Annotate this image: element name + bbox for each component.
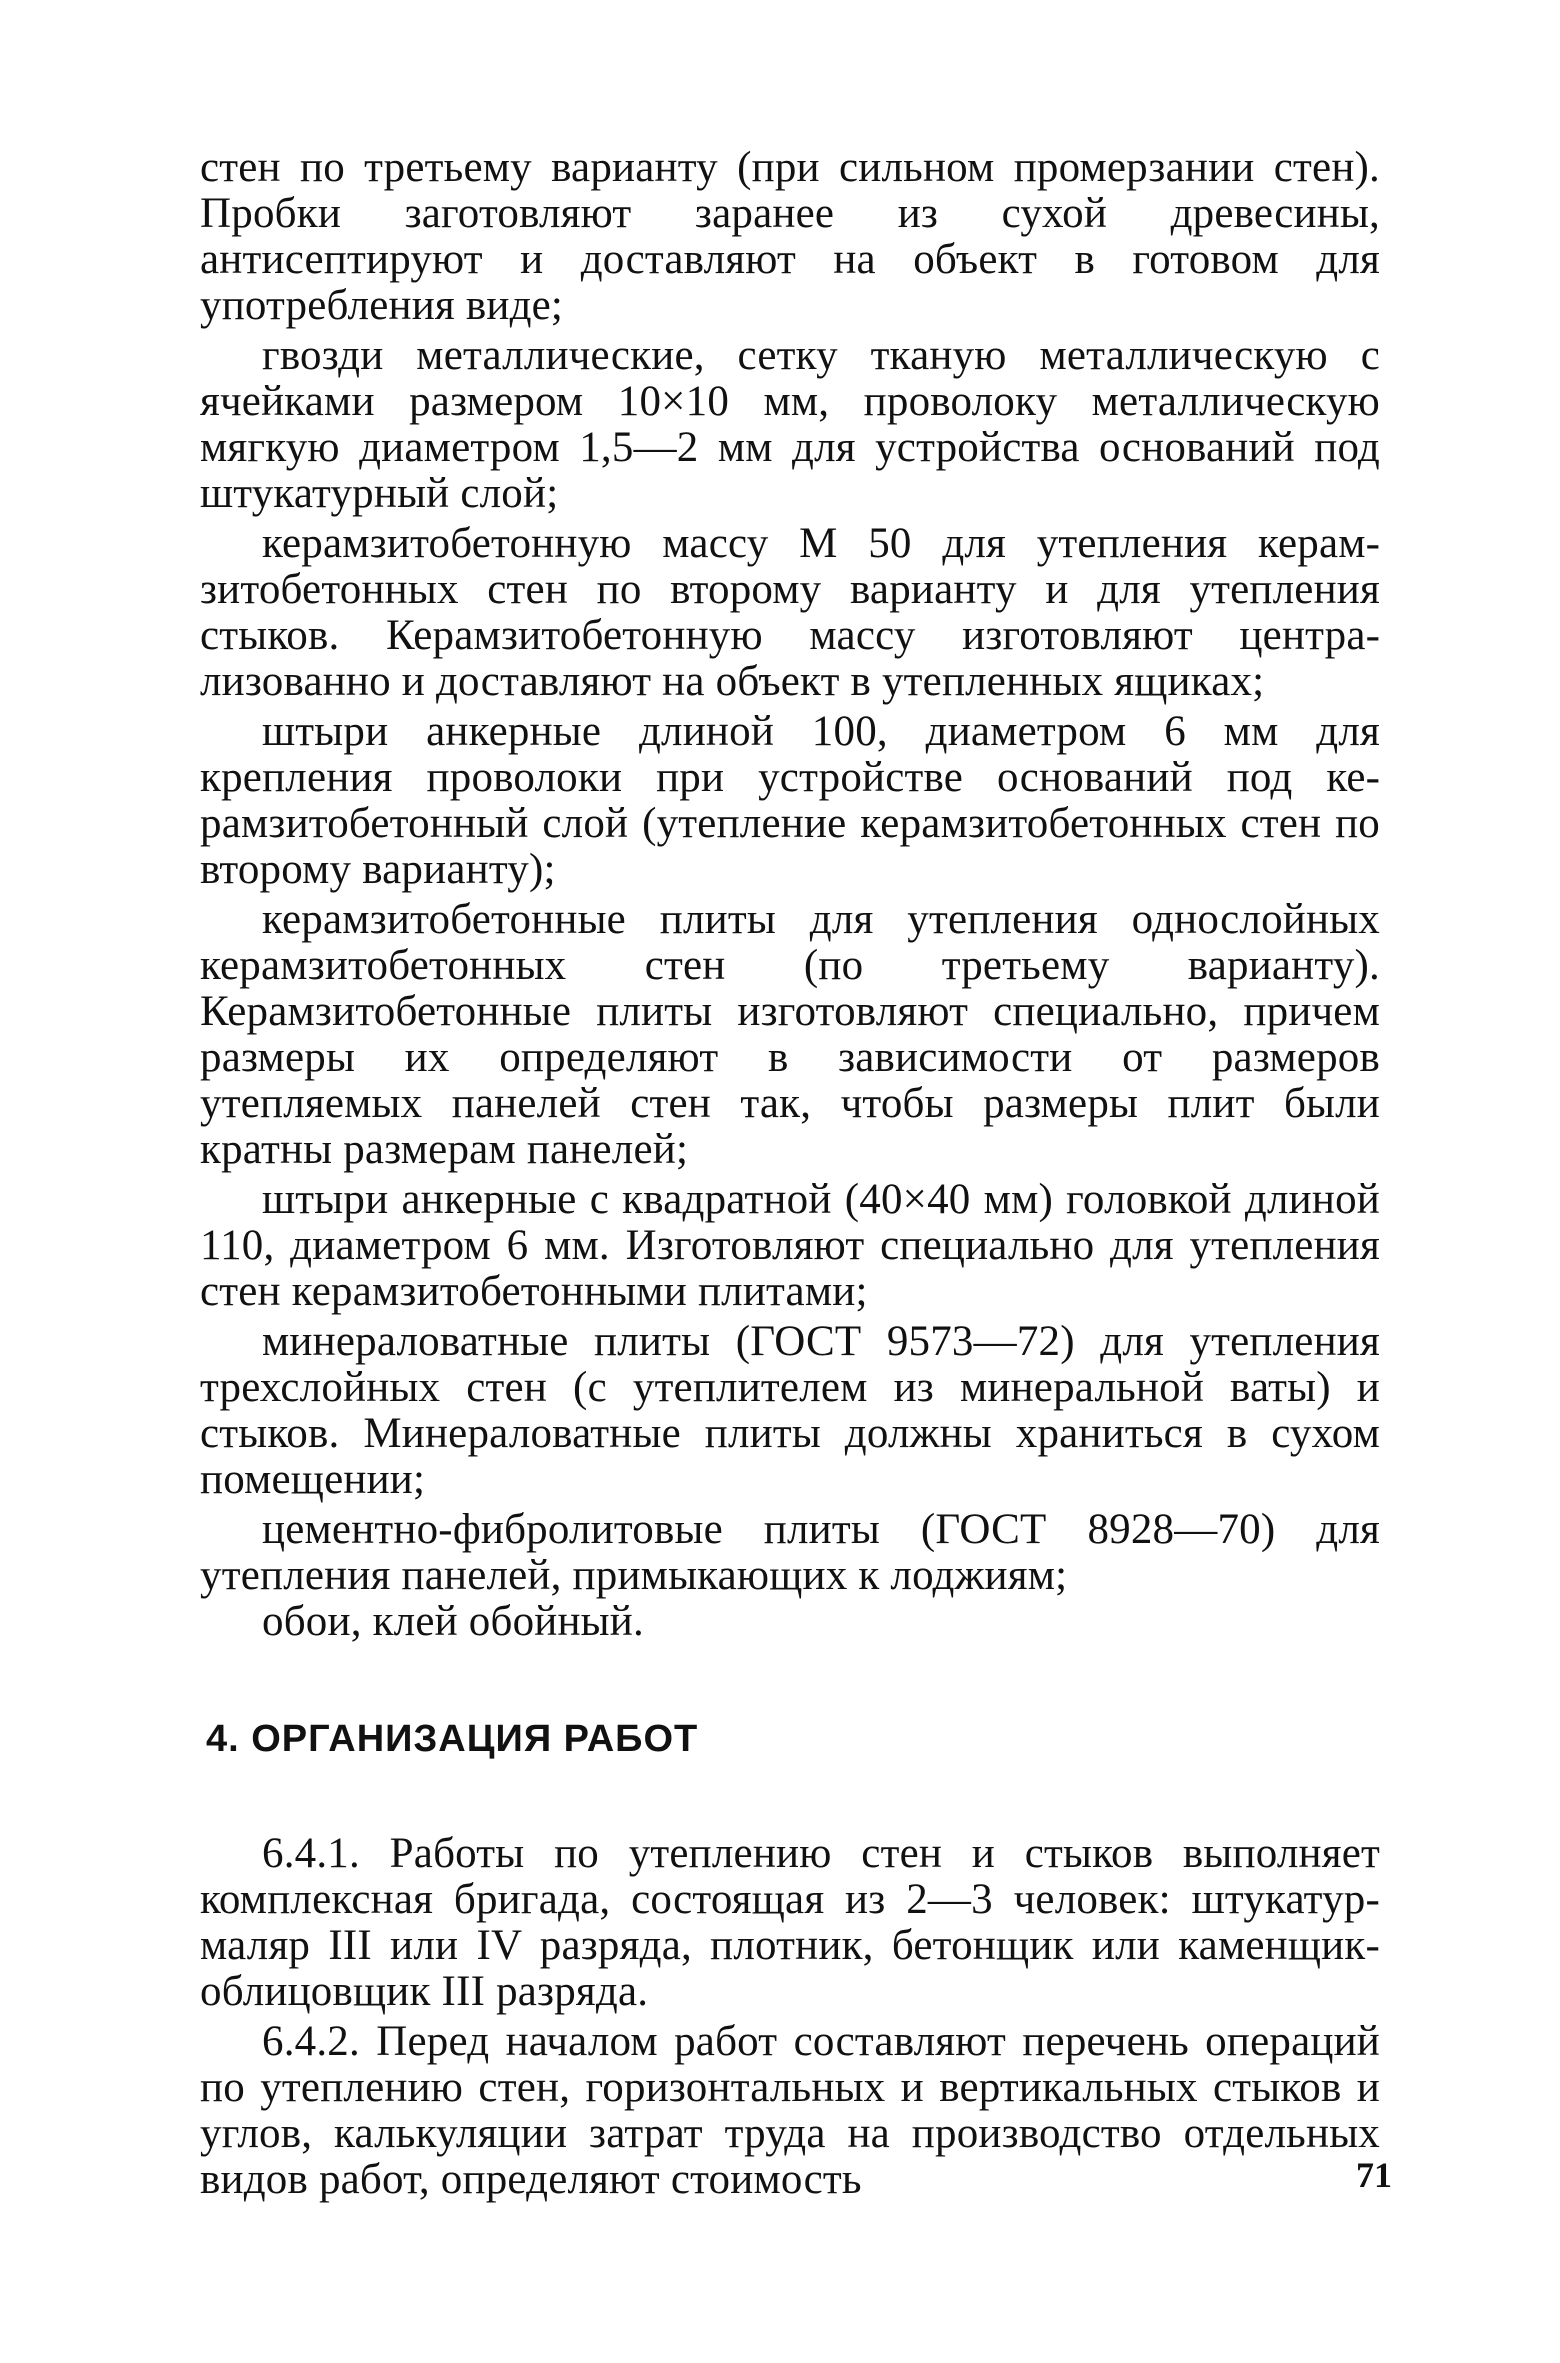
paragraph-anchor-pins: штыри анкерные длиной 100, диаметром 6 мм для крепления проволоки при устройстве оснований под керамзитобетонный слой (утепление керамзитобетонных стен по второму варианту); <box>200 708 1380 893</box>
paragraph-fibrolite-slabs: цементно-фибролитовые плиты (ГОСТ 8928—70) для утепления панелей, примыкающих к лоджиям; <box>200 1506 1380 1599</box>
paragraph-square-head-pins: штыри анкерные с квадратной (40×40 мм) головкой длиной 110, диаметром 6 мм. Изготовляют специально для утепления стен керамзитобетонными плитами; <box>200 1176 1380 1315</box>
paragraph-concrete-slabs: керамзитобетонные плиты для утепления однослойных керамзитобетонных стен (по третьему варианту). Керамзитобетонные плиты изготовляют специально, причем размеры их определяют в зависимости от размеров утепляемых панелей стен так, чтобы размеры плит были кратны размерам панелей; <box>200 896 1380 1173</box>
paragraph-6-4-2: 6.4.2. Перед началом работ составляют перечень операций по утеплению стен, горизонтальных и вертикальных стыков и углов, калькуляции затрат труда на производство отдельных видов работ, определяют стоимость <box>200 2018 1380 2203</box>
paragraph-plugs-continuation: стен по третьему варианту (при сильном промерзании стен). Пробки заготовляют заранее из сухой древесины, антисептируют и доставляют на объект в готовом для употребления виде; <box>200 144 1380 329</box>
book-page <box>200 145 1380 2295</box>
paragraph-nails-mesh-wire: гвозди металлические, сетку тканую металлическую с ячейками размером 10×10 мм, проволоку металлическую мягкую диаметром 1,5—2 мм для устройства оснований под штукатурный слой; <box>200 332 1380 517</box>
paragraph-6-4-1: 6.4.1. Работы по утеплению стен и стыков выполняет комплексная бригада, состоящая из 2—3 человек: штукатур-маляр III или IV разряда, плотник, бетонщик или каменщик-облицовщик III разряда. <box>200 1830 1380 2015</box>
paragraph-wallpaper-glue: обои, клей обойный. <box>262 1598 644 1645</box>
paragraph-mineral-wool-slabs: минераловатные плиты (ГОСТ 9573—72) для утепления трехслойных стен (с утеплителем из минеральной ваты) и стыков. Минераловатные плиты должны храниться в сухом помещении; <box>200 1318 1380 1503</box>
paragraph-concrete-mass: керамзитобетонную массу М 50 для утепления керамзитобетонных стен по второму варианту и для утепления стыков. Керамзитобетонную массу изготовляют централизованно и доставляют на объект в утепленных ящиках; <box>200 520 1380 705</box>
page-number: 71 <box>1356 2155 1392 2195</box>
section-heading: 4. ОРГАНИЗАЦИЯ РАБОТ <box>206 1718 699 1760</box>
